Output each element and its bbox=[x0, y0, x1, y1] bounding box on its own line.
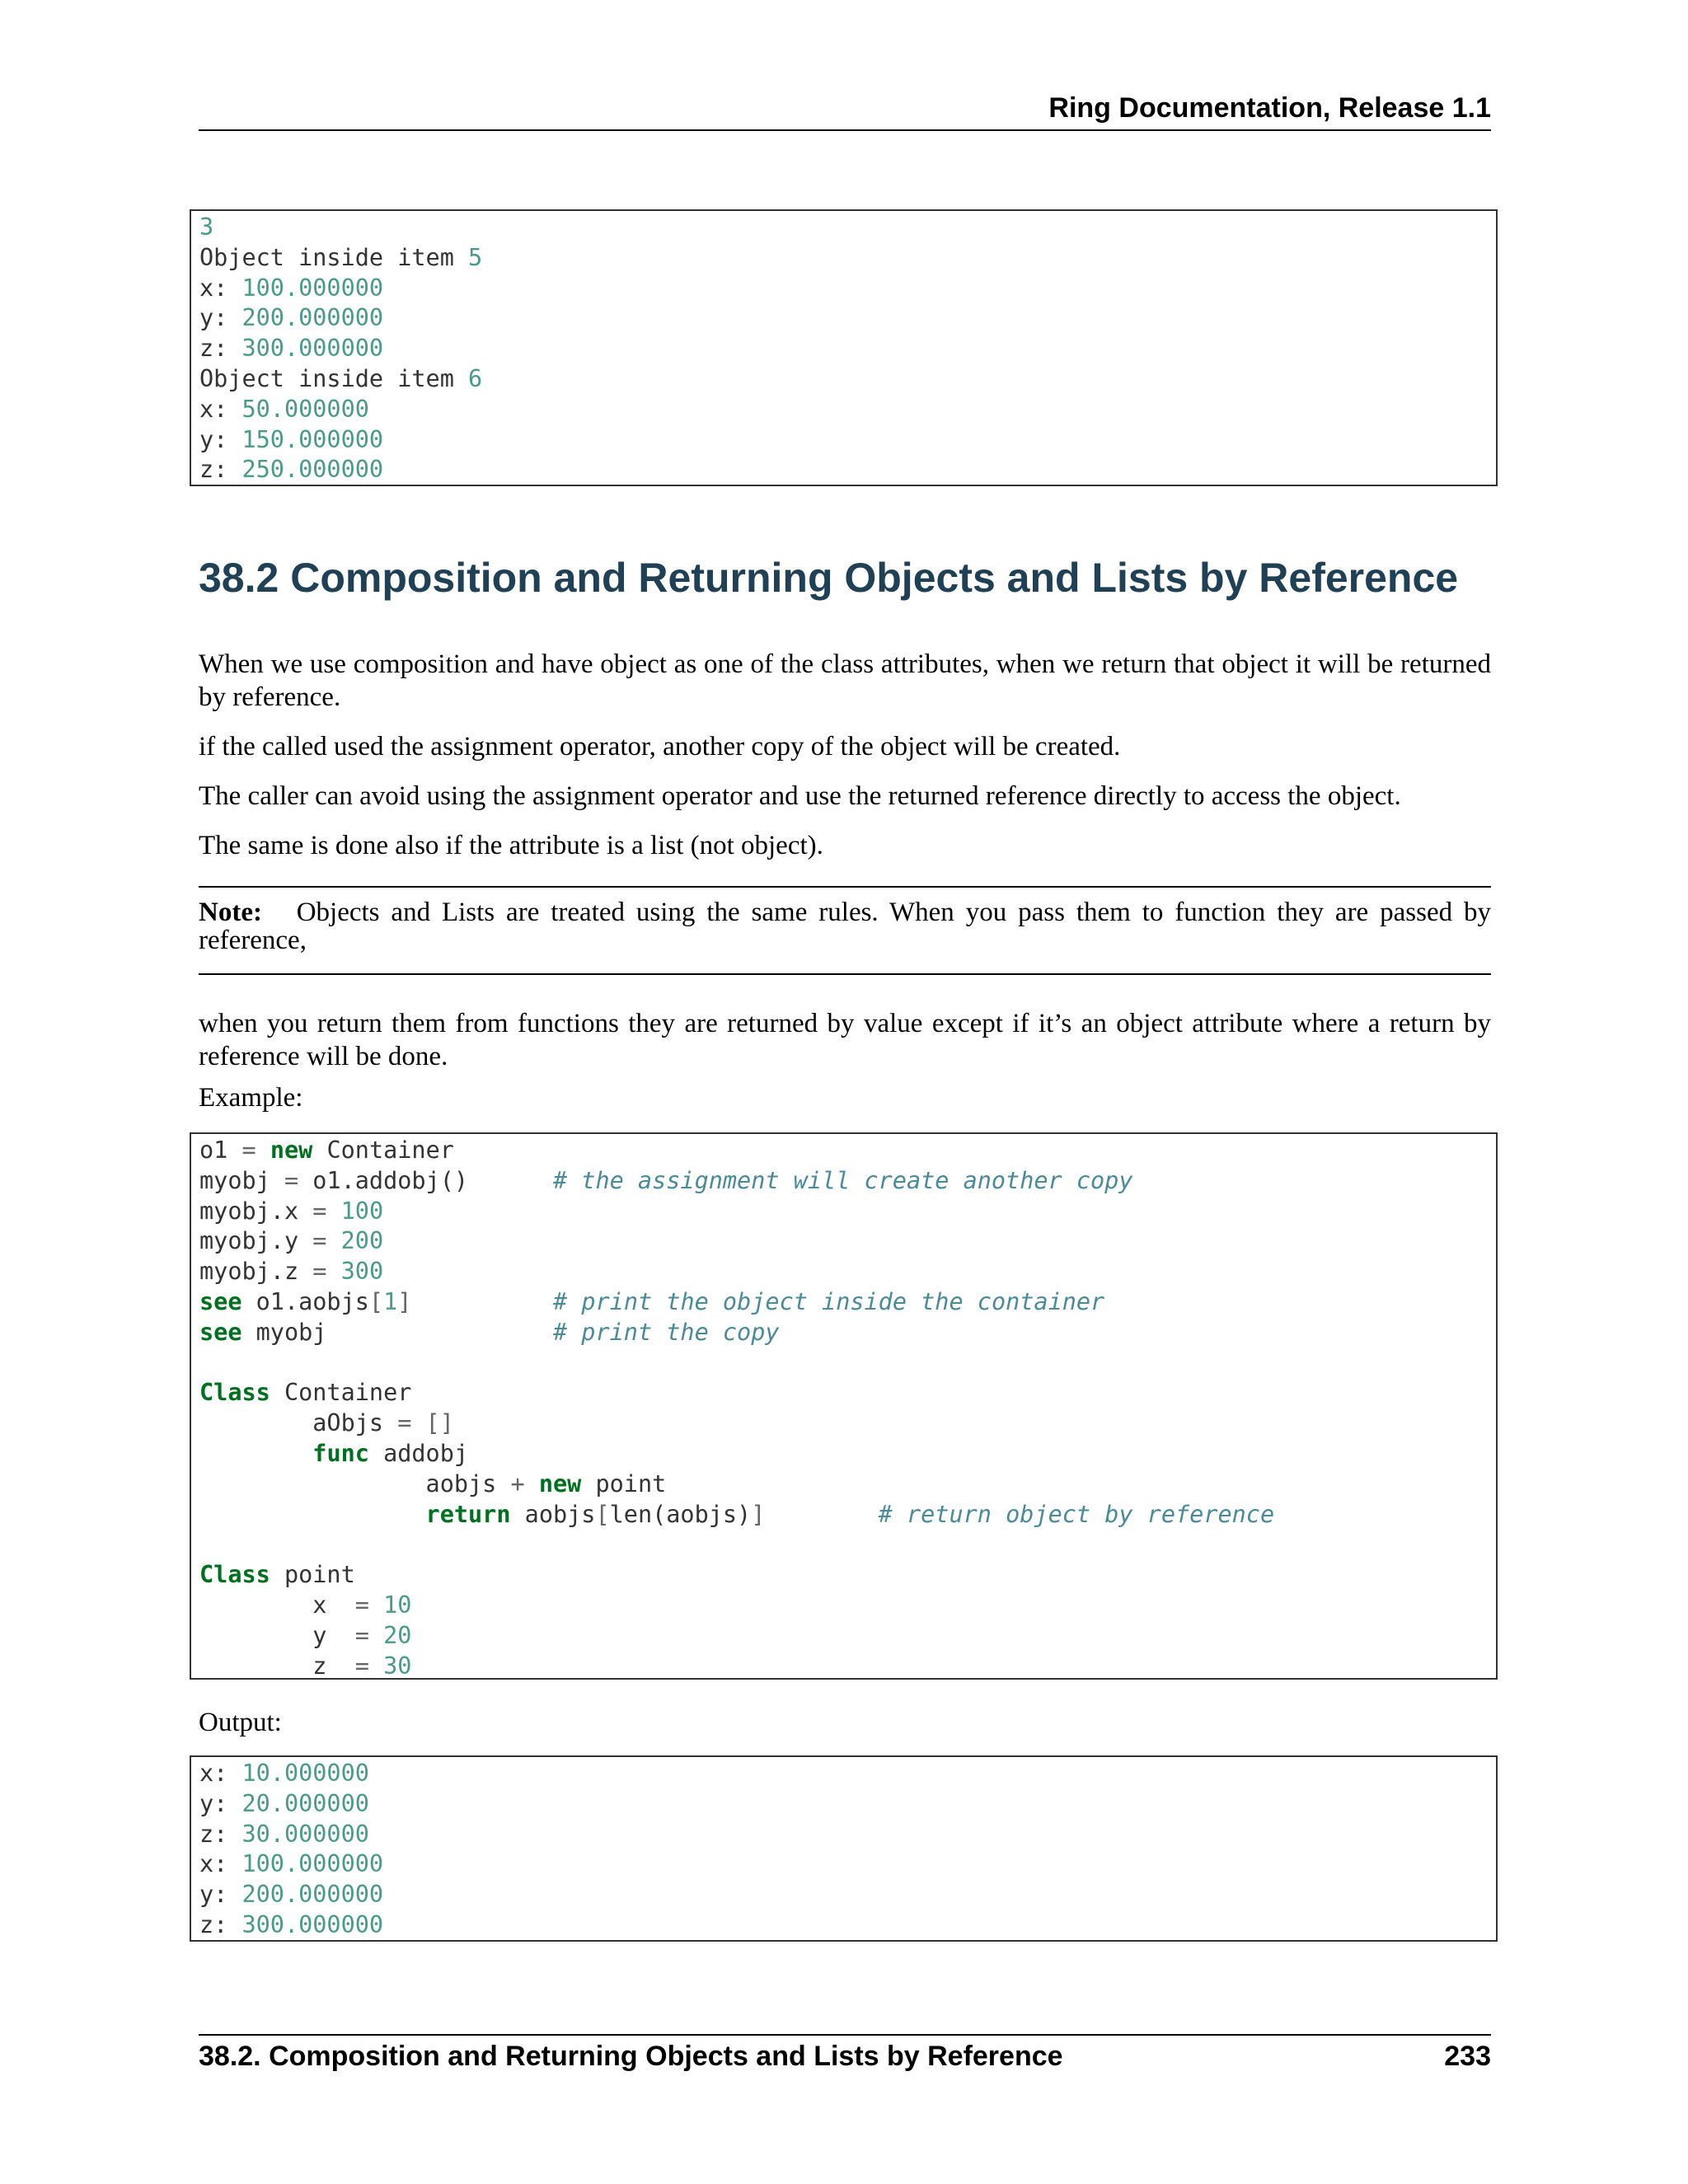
code-line bbox=[199, 425, 1496, 456]
code-token: 30 bbox=[383, 1652, 412, 1680]
output-block-previous bbox=[190, 209, 1498, 486]
code-token bbox=[256, 1137, 270, 1164]
code-token: z: bbox=[199, 456, 242, 484]
running-header: Ring Documentation, Release 1.1 bbox=[1048, 92, 1491, 124]
code-token bbox=[765, 1501, 878, 1528]
code-token: 300 bbox=[340, 1258, 384, 1286]
code-token: new bbox=[538, 1469, 582, 1497]
code-line bbox=[199, 1591, 1496, 1621]
code-line bbox=[199, 1880, 1496, 1910]
code-token: = bbox=[354, 1621, 369, 1649]
paragraph: if the called used the assignment operator, another copy of the object will be created. bbox=[199, 732, 1121, 762]
paragraph: when you return them from functions they are returned by value except if it’s an object attribute where a return by reference will be done. bbox=[199, 1009, 1491, 1071]
code-token: 150.000000 bbox=[241, 425, 384, 453]
code-token: [ bbox=[595, 1500, 610, 1528]
code-token: = bbox=[354, 1591, 369, 1619]
note-text: Objects and Lists are treated using the same rules. When you pass them to function they are passed by reference, bbox=[199, 898, 1491, 955]
note-top-rule bbox=[199, 886, 1491, 888]
code-line bbox=[199, 1378, 1496, 1408]
code-token: Class bbox=[199, 1379, 270, 1407]
code-token: y: bbox=[199, 1789, 242, 1817]
code-token: z: bbox=[199, 1910, 242, 1938]
code-line bbox=[199, 1408, 1496, 1439]
code-token: point bbox=[270, 1561, 355, 1589]
code-token: aObjs bbox=[199, 1409, 398, 1437]
code-token: see bbox=[199, 1318, 242, 1346]
header-rule bbox=[199, 129, 1491, 131]
code-token: 3 bbox=[199, 213, 214, 241]
code-line bbox=[199, 303, 1496, 334]
code-token: aobjs bbox=[510, 1500, 596, 1528]
code-line bbox=[199, 1530, 1496, 1560]
code-line bbox=[199, 1652, 1496, 1682]
code-line bbox=[199, 1166, 1496, 1197]
code-token bbox=[369, 1652, 383, 1680]
code-token: Object inside item bbox=[199, 364, 469, 392]
code-line bbox=[199, 1621, 1496, 1652]
note-label: Note: bbox=[199, 898, 262, 927]
code-line bbox=[199, 213, 1496, 243]
note-bottom-rule bbox=[199, 973, 1491, 975]
code-token: x: bbox=[199, 395, 242, 423]
code-token: y bbox=[199, 1621, 355, 1649]
code-token: Class bbox=[199, 1561, 270, 1589]
footer-section-title: 38.2. Composition and Returning Objects and Lists by Reference bbox=[199, 2041, 1063, 2072]
code-token: 6 bbox=[468, 364, 483, 392]
code-token: # print the object inside the container bbox=[553, 1287, 1105, 1315]
code-token bbox=[369, 1591, 383, 1619]
code-token bbox=[326, 1227, 340, 1254]
code-token: myobj bbox=[241, 1318, 553, 1346]
code-line bbox=[199, 1500, 1496, 1530]
output-label: Output: bbox=[199, 1708, 282, 1737]
code-token: Container bbox=[270, 1379, 412, 1407]
code-line bbox=[199, 395, 1496, 425]
code-token: myobj.z bbox=[199, 1258, 313, 1286]
code-token: y: bbox=[199, 304, 242, 332]
code-token: 300.000000 bbox=[241, 1910, 384, 1938]
code-token: = bbox=[354, 1652, 369, 1680]
paragraph: When we use composition and have object as one of the class attributes, when we return that object it will be returned by reference. bbox=[199, 649, 1491, 712]
code-token: 20.000000 bbox=[241, 1789, 369, 1817]
code-token: 200.000000 bbox=[241, 304, 384, 332]
code-token: myobj.y bbox=[199, 1227, 313, 1255]
code-token: = bbox=[312, 1258, 327, 1286]
code-token: return bbox=[425, 1500, 511, 1528]
code-line bbox=[199, 1348, 1496, 1379]
code-token: see bbox=[199, 1287, 242, 1315]
note-admonition bbox=[199, 898, 1491, 954]
code-token: 100.000000 bbox=[241, 1850, 384, 1878]
code-token: 10.000000 bbox=[241, 1760, 369, 1787]
code-line bbox=[199, 1820, 1496, 1850]
code-token: 300.000000 bbox=[241, 335, 384, 363]
code-token: x: bbox=[199, 274, 242, 302]
code-token: o1.aobjs bbox=[241, 1287, 369, 1315]
code-token: Container bbox=[312, 1137, 454, 1164]
code-token bbox=[199, 1440, 312, 1467]
code-token bbox=[326, 1197, 340, 1225]
code-token: 100.000000 bbox=[241, 274, 384, 302]
code-token: x: bbox=[199, 1850, 242, 1878]
paragraph: The same is done also if the attribute is a list (not object). bbox=[199, 831, 823, 860]
code-token: y: bbox=[199, 1881, 242, 1909]
code-token: x: bbox=[199, 1760, 242, 1787]
code-line bbox=[199, 243, 1496, 274]
code-token: aobjs bbox=[199, 1469, 511, 1497]
output-block bbox=[190, 1755, 1498, 1942]
code-token: 200 bbox=[340, 1227, 384, 1255]
code-token bbox=[369, 1622, 383, 1649]
code-token: myobj.x bbox=[199, 1197, 313, 1225]
code-token: 200.000000 bbox=[241, 1881, 384, 1909]
code-line bbox=[199, 1849, 1496, 1880]
code-token: z bbox=[199, 1652, 355, 1680]
code-line bbox=[199, 1910, 1496, 1941]
code-line bbox=[199, 1439, 1496, 1469]
code-token: = bbox=[284, 1166, 299, 1194]
code-token: o1 bbox=[199, 1137, 242, 1164]
code-token: y: bbox=[199, 425, 242, 453]
code-line bbox=[199, 334, 1496, 364]
code-token: z: bbox=[199, 1820, 242, 1848]
section-title: 38.2 Composition and Returning Objects and Lists by Reference bbox=[199, 555, 1459, 601]
code-token: 5 bbox=[468, 243, 483, 271]
code-token: new bbox=[270, 1137, 313, 1164]
code-token: 20 bbox=[383, 1621, 412, 1649]
code-token: [ bbox=[368, 1287, 384, 1315]
code-token: 10 bbox=[383, 1591, 412, 1619]
code-token: len(aobjs) bbox=[609, 1500, 752, 1528]
code-line bbox=[199, 364, 1496, 395]
code-line bbox=[199, 1226, 1496, 1257]
code-token: 50.000000 bbox=[241, 395, 369, 423]
code-token: 1 bbox=[383, 1287, 398, 1315]
code-token: # return object by reference bbox=[878, 1500, 1275, 1528]
footer-rule bbox=[199, 2034, 1491, 2036]
code-token: x bbox=[199, 1591, 355, 1619]
code-token: z: bbox=[199, 335, 242, 363]
code-token: # print the copy bbox=[552, 1318, 780, 1346]
code-token: func bbox=[312, 1439, 369, 1467]
code-line bbox=[199, 1469, 1496, 1500]
code-token: = bbox=[312, 1197, 327, 1225]
code-token: Object inside item bbox=[199, 243, 469, 271]
code-line bbox=[199, 1257, 1496, 1287]
code-token: ] bbox=[397, 1287, 412, 1315]
code-token: = [] bbox=[397, 1409, 454, 1437]
code-token bbox=[199, 1501, 426, 1528]
code-line bbox=[199, 1560, 1496, 1591]
code-token bbox=[326, 1258, 340, 1285]
code-line bbox=[199, 274, 1496, 304]
code-line bbox=[199, 1136, 1496, 1166]
code-token: o1.addobj() bbox=[298, 1166, 553, 1194]
code-line bbox=[199, 1287, 1496, 1318]
paragraph: The caller can avoid using the assignment operator and use the returned reference directly to access the object. bbox=[199, 781, 1401, 811]
code-token: = bbox=[241, 1137, 256, 1164]
code-line bbox=[199, 1789, 1496, 1820]
code-token: # the assignment will create another copy bbox=[552, 1166, 1133, 1194]
code-token: addobj bbox=[368, 1439, 469, 1467]
code-token bbox=[411, 1288, 553, 1315]
code-token: ] bbox=[751, 1500, 766, 1528]
code-line bbox=[199, 455, 1496, 485]
code-example-block bbox=[190, 1132, 1498, 1680]
code-token: + bbox=[510, 1469, 525, 1497]
code-line bbox=[199, 1197, 1496, 1227]
code-token: point bbox=[581, 1469, 667, 1497]
page-number: 233 bbox=[1444, 2041, 1491, 2072]
code-line bbox=[199, 1318, 1496, 1348]
code-token bbox=[525, 1470, 539, 1497]
example-label: Example: bbox=[199, 1083, 303, 1113]
code-token: myobj bbox=[199, 1166, 284, 1194]
code-token: 250.000000 bbox=[241, 456, 384, 484]
code-token: = bbox=[312, 1227, 327, 1255]
code-token: 30.000000 bbox=[241, 1820, 369, 1848]
code-token: 100 bbox=[340, 1197, 384, 1225]
code-line bbox=[199, 1759, 1496, 1789]
